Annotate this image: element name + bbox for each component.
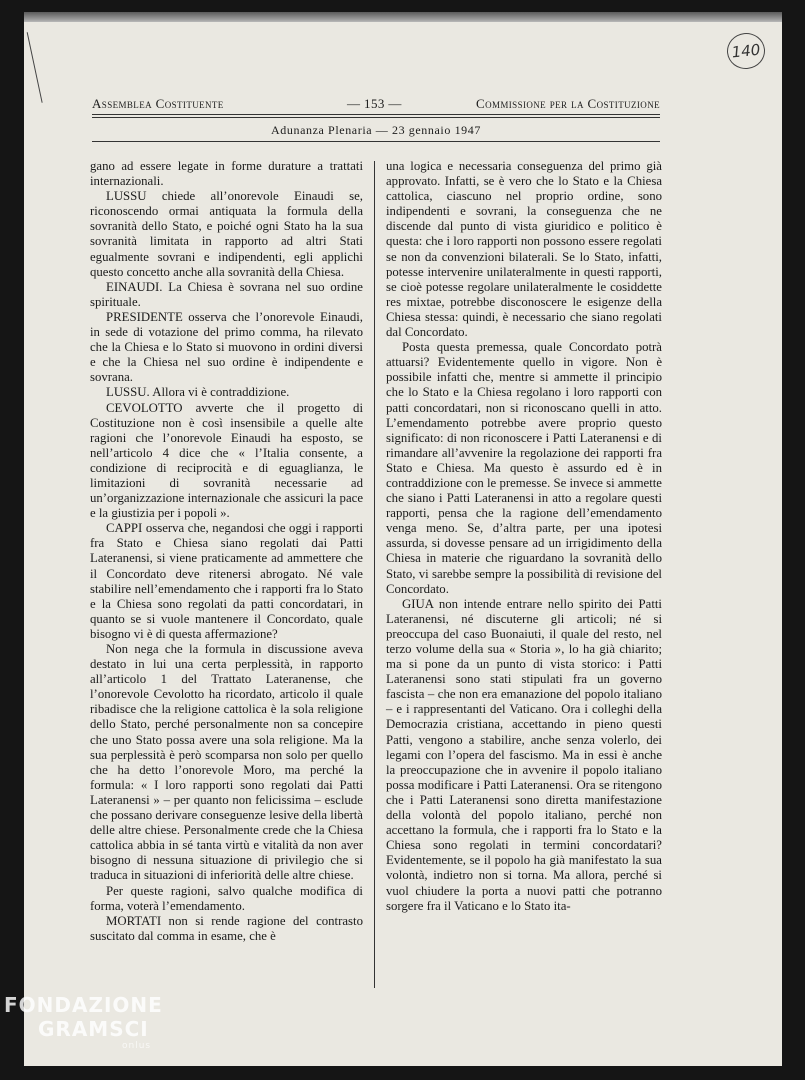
session-title: Adunanza Plenaria — 23 gennaio 1947 [271, 123, 481, 137]
subheader-rule [92, 141, 660, 142]
paragraph: MORTATI non si rende ragione del contrasto suscitato dal comma in esame, che è [90, 913, 363, 943]
paragraph: Per queste ragioni, salvo qualche modifica di forma, voterà l’emendamento. [90, 883, 363, 913]
header-rule [92, 114, 660, 115]
document-page [24, 22, 782, 1066]
watermark-line3: onlus [122, 1041, 152, 1051]
fold-mark [27, 29, 57, 103]
header-rule [92, 117, 660, 118]
header-right: Commissione per la Costituzione [476, 96, 660, 111]
paragraph: CAPPI osserva che, negandosi che oggi i rapporti fra Stato e Chiesa siano regolati dai Patti Lateranensi, si viene praticamente ad ammettere che il Concordato deve ritenersi abrogato. Né vale stabilire nell’emendamento che i rapporti fra lo Stato e la Chiesa sono regolati da patti concordatari, in quanto se si vuole mantenere il Concordato, quale bisogno vi è di questa affermazione? [90, 521, 363, 641]
paragraph: PRESIDENTE osserva che l’onorevole Einaudi, in sede di votazione del primo comma, ha rilevato che la Chiesa e lo Stato si muovono in ordini diversi e che la Chiesa nel suo ordine è indipendente e sovrana. [90, 309, 363, 385]
watermark-line1: FONDAZIONE [4, 993, 163, 1017]
paragraph: LUSSU. Allora vi è contraddizione. [106, 385, 290, 400]
page-number: — 153 — [347, 96, 402, 111]
watermark-line2: GRAMSCI [38, 1017, 149, 1041]
paragraph: Posta questa premessa, quale Concordato potrà attuarsi? Evidentemente quello in vigore. Non è possibile infatti che, mentre si ammette il principio che lo Stato e la Chiesa regolano i loro rapporti con patti concordatari, non si riconoscano quelli in atto. L’emendamento potrebbe avere proprio questo significato: di non riconoscere i Patti Lateranensi e di rimandare all’avvenire la regolazione dei rapporti fra Stato e Chiesa. Ma questo è assurdo ed è in contraddizione con le premesse. Se invece si ammette che siano i Patti Lateranensi in atto a regolare questi rapporti, pensa che la ragione dell’emendamento venga meno. Se, d’altra parte, per una ipotesi assurda, si dovesse pensare ad un irrigidimento della Chiesa in materie che riguardano la sovranità dello Stato, vi sarebbe sempre la possibilità di revisione del Concordato. [386, 340, 662, 596]
paragraph: gano ad essere legate in forme durature a trattati internazionali. [90, 159, 363, 189]
paragraph: Non nega che la formula in discussione aveva destato in lui una certa perplessità, in rapporto all’articolo 1 del Trattato Lateranense, che l’onorevole Cevolotto ha ricordato, articolo il quale ribadisce che la religione cattolica è la sola religione dello Stato, perché personalmente non sa concepire che uno Stato possa avere una sola religione. Ma la sua perplessità è però scomparsa non solo per quello che ha detto l’onorevole Moro, ma perché la formula: « I loro rapporti sono regolati dai Patti Lateranensi » – per quanto non felicissima – esclude che possano derivare conseguenze lesive della libertà delle altre chiese. Personalmente crede che la Chiesa cattolica abbia in sé tanta virtù e vitalità da non aver bisogno di nessuna situazione di privilegio che si traduca in situazioni di inferiorità delle altre chiese. [90, 642, 363, 883]
header-left: Assemblea Costituente [92, 96, 224, 111]
paragraph: CEVOLOTTO avverte che il progetto di Costituzione non è così insensibile a quelle alte ragioni che l’onorevole Einaudi ha esposto, se nell’articolo 4 dice che « l’Italia consente, a condizione di reciprocità e di eguaglianza, le limitazioni di sovranità necessarie ad un’organizzazione internazionale che assicuri la pace e la giustizia per i popoli ». [90, 400, 363, 521]
running-header [92, 92, 660, 112]
column-divider [374, 161, 375, 988]
right-column [386, 159, 662, 914]
left-column [90, 159, 363, 944]
paragraph: EINAUDI. La Chiesa è sovrana nel suo ordine spirituale. [90, 279, 363, 309]
watermark-logo [4, 993, 163, 1051]
paragraph: LUSSU chiede all’onorevole Einaudi se, riconoscendo ormai antiquata la formula della sovranità dello Stato, e poiché ogni Stato ha la sua sovranità limitata in rapporto ad altri Stati egualmente sovrani e indipendenti, egli applichi questo concetto anche alla sovranità della Chiesa. [90, 189, 363, 279]
archive-stamp: 140 [725, 31, 767, 71]
paragraph: una logica e necessaria conseguenza del primo già approvato. Infatti, se è vero che lo Stato e la Chiesa cattolica, ciascuno nel proprio ordine, sono indipendenti e sovrani, la conseguenza che ne discende dal punto di vista giuridico e politico è questa: che i loro rapporti non possono essere regolati se non da convenzioni bilaterali. Se lo Stato, infatti, potesse intervenire unilateralmente in questi rapporti, se cioè potesse regolare unilateralmente le cosiddette res mixtae, potrebbe disconoscere le esigenze della Chiesa stessa: quindi, è necessario che siano regolati dal Concordato. [386, 159, 662, 340]
paragraph: GIUA non intende entrare nello spirito dei Patti Lateranensi, né discuterne gli articoli; né si preoccupa del caso Buonaiuti, il quale del resto, nel terzo volume della sua « Storia », lo ha già chiarito; ma si pone da un punto di vista storico: i Patti Lateranensi sono stati stipulati fra un governo fascista – che non era emanazione del popolo italiano – e i rappresentanti del Vaticano. Ora i colleghi della Democrazia cristiana, accettando in pieno questi Patti, vengono a stabilire, anche senza volerlo, dei legami con l’opera del fascismo. Ma in essi è anche la preoccupazione che in avvenire il popolo italiano possa modificare i Patti Lateranensi. Ora se ritengono che i Patti Lateranensi sono diretta manifestazione della volontà del popolo italiano, perché non accettano la formula, che i rapporti fra lo Stato e la Chiesa sono regolati in termini concordatari? Evidentemente, se il popolo ha già manifestato la sua volontà, indietro non si torna. Ma allora, perché si vuol chiudere la porta a nuovi patti che potranno sorgere fra il Vaticano e lo Stato ita- [386, 596, 662, 913]
